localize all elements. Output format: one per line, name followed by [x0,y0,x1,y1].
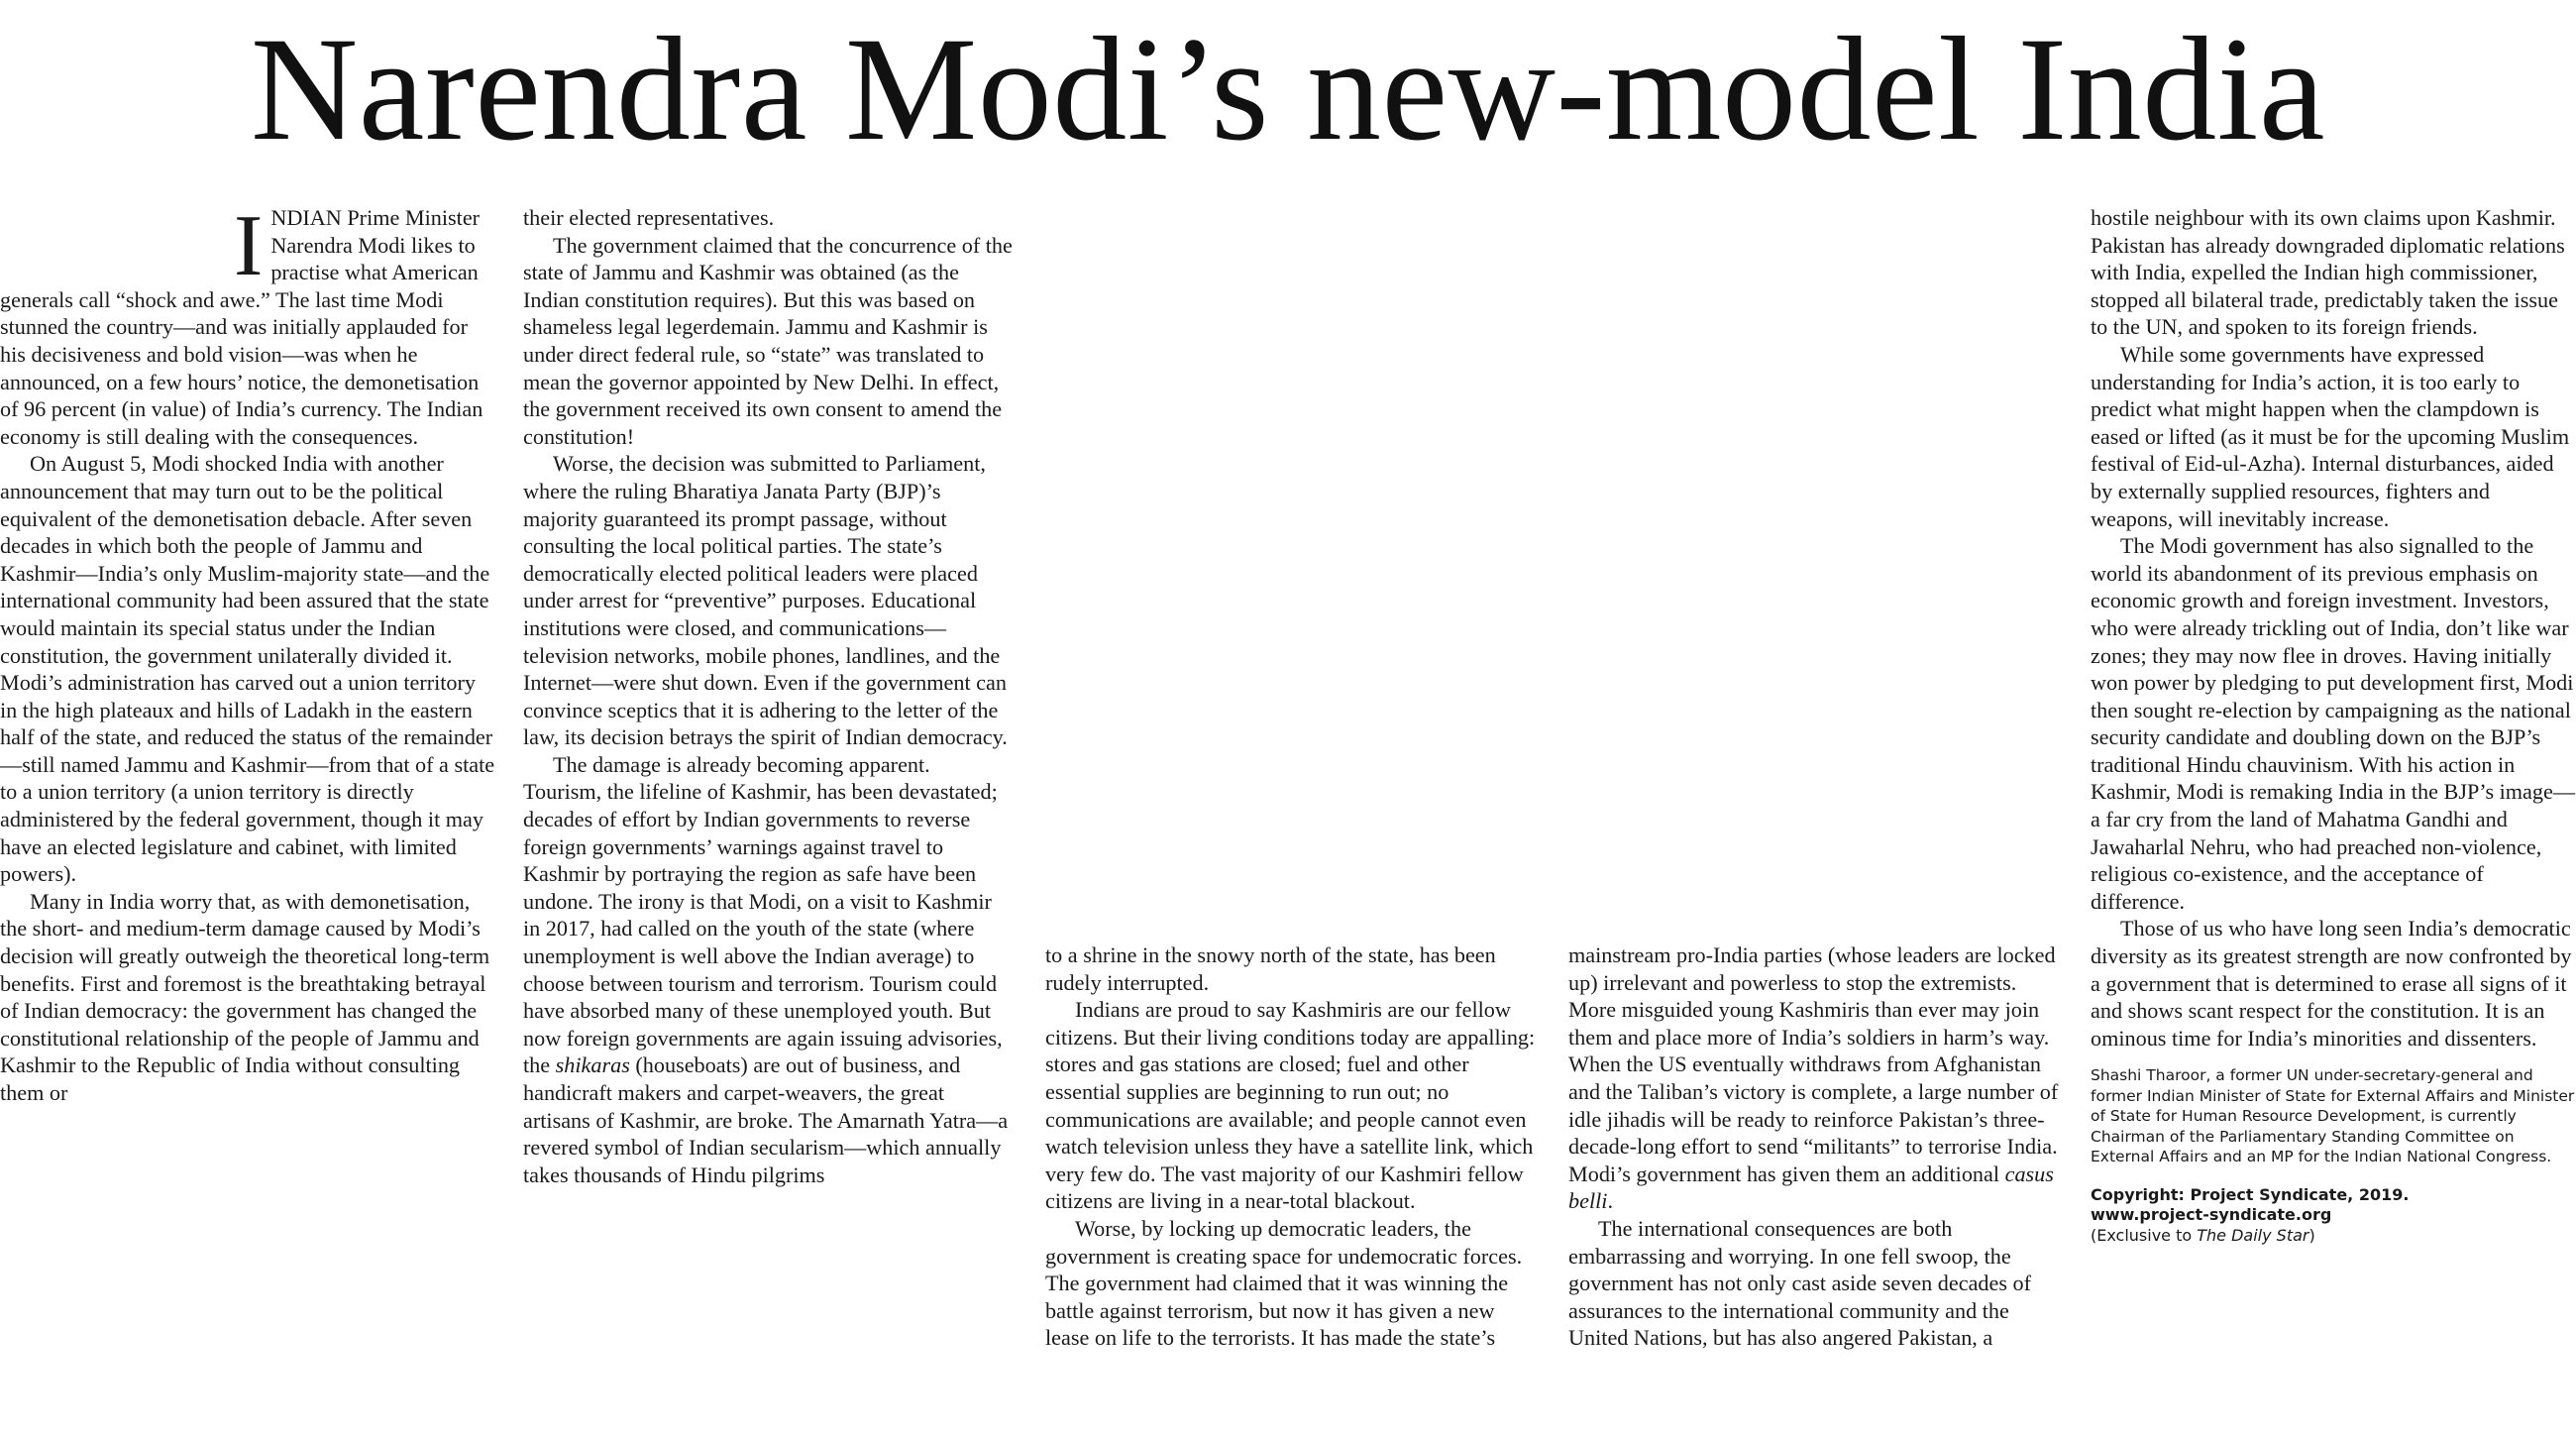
text-run: (houseboats) are out of business, and handicraft makers and carpet-weavers, the great artisans of Kashmir, are broke. The Amarnath Yatra—a revered symbol of Indian secularism—which annually takes thousands of Hindu pilgrims [523,1052,1009,1187]
paragraph: The international consequences are both embarrassing and worrying. In one fell swoop, the government has not only cast aside seven decades of assurances to the international community and the United Nations, but has also angered Pakistan, a [1568,1215,2032,1351]
opening-text: NDIAN Prime Minister Narendra Modi likes to practise what American generals call “shock and awe.” The last time Modi stunned the country—and was initially applauded for his decisiveness and bold vision—was when he announced, on a few hours’ notice, the demonetisation of 96 percent (in value) of India’s currency. The Indian economy is still dealing with the consequences. [0,205,483,449]
article-column-3 [1045,942,1541,1352]
author-bio: Shashi Tharoor, a former UN under-secretary-general and former Indian Minister of State for External Affairs and Minister of State for Human Resource Development, is currently Chairman of the Parliamentary Standing Committee on External Affairs and an MP for the Indian National Congress. [2091,1066,2575,1166]
article-column-4 [1568,942,2064,1352]
italic-term: shikaras [555,1052,630,1078]
italic-term: casus belli [1568,1161,2054,1214]
source-url: www.project-syndicate.org [2091,1205,2332,1225]
headline: Narendra Modi’s new-model India [250,7,2326,171]
article-column-2 [523,204,1014,1188]
copyright-block [2091,1185,2576,1247]
paragraph [523,751,1014,1189]
paragraph: On August 5, Modi shocked India with another announcement that may turn out to be the political equivalent of the demonetisation debacle. After seven decades in which both the people of Jammu and Kashmir—India’s only Muslim-majority state—and the international community had been assured that the state would maintain its special status under the Indian constitution, the government unilaterally divided it. Modi’s administration has carved out a union territory in the high plateaux and hills of Ladakh in the eastern half of the state, and reduced the status of the remainder—still named Jammu and Kashmir—from that of a state to a union territory (a union territory is directly administered by the federal government, though it may have an elected legislature and cabinet, with limited powers). [0,451,495,887]
image-placeholder-area [1045,204,2064,928]
paragraph: Worse, by locking up democratic leaders, the government is creating space for undemocratic forces. The government had claimed that it was winning the battle against terrorism, but now it has given a new lease on life to the terrorists. It has made the state’s [1045,1215,1523,1351]
paragraph: While some governments have expressed understanding for India’s action, it is too early to predict what might happen when the clampdown is eased or lifted (as it must be for the upcoming Muslim festival of Eid-ul-Azha). Internal disturbances, aided by externally supplied resources, fighters and weapons, will inevitably increase. [2091,341,2570,531]
text-run: . [1607,1188,1613,1214]
paragraph: hostile neighbour with its own claims upon Kashmir. Pakistan has already downgraded diplomatic relations with India, expelled the Indian high commissioner, stopped all bilateral trade, predictably taken the issue to the UN, and spoken to its foreign friends. [2091,205,2565,340]
exclusive-note: (Exclusive to The Daily Star) [2091,1225,2315,1245]
paragraph: Indians are proud to say Kashmiris are our fellow citizens. But their living conditions today are appalling: stores and gas stations are closed; fuel and other essential supplies are beginning to run out; no communications are available; and people cannot even watch television unless they have a satellite link, which very few do. The vast majority of our Kashmiri fellow citizens are living in a near-total blackout. [1045,997,1536,1214]
paragraph: Those of us who have long seen India’s democratic diversity as its greatest strength are now confronted by a government that is determined to erase all signs of it and shows scant respect for the constitution. It is an ominous time for India’s minorities and dissenters. [2091,916,2572,1051]
paragraph: Worse, the decision was submitted to Parliament, where the ruling Bharatiya Janata Party (BJP)’s majority guaranteed its prompt passage, without consulting the local political parties. The state’s democratically elected political leaders were placed under arrest for “preventive” purposes. Educational institutions were closed, and communications—television networks, mobile phones, landlines, and the Internet—were shut down. Even if the government can convince sceptics that it is adhering to the letter of the law, its decision betrays the spirit of Indian democracy. [523,451,1008,750]
paragraph: their elected representatives. [523,205,775,230]
text-run: mainstream pro-India parties (whose leaders are locked up) irrelevant and powerless to stop the extremists. More misguided young Kashmiris than ever may join them and place more of India’s soldiers in harm’s way. When the US eventually withdraws from Afghanistan and the Taliban’s victory is complete, a large number of idle jihadis will be ready to reinforce Pakistan’s three-decade-long effort to send “militants” to terrorise India. Modi’s government has given them an additional [1568,942,2059,1186]
copyright-line: Copyright: Project Syndicate, 2019. [2091,1184,2410,1204]
paragraph: to a shrine in the snowy north of the state, has been rudely interrupted. [1045,942,1496,995]
opening-paragraph [0,198,495,450]
paragraph: The Modi government has also signalled to the world its abandonment of its previous emphasis on economic growth and foreign investment. Investors, who were already trickling out of India, don’t like war zones; they may now flee in droves. Having initially won power by pledging to put development first, Modi then sought re-election by campaigning as the national security candidate and doubling down on the BJP’s traditional Hindu chauvinism. With his action in Kashmir, Modi is remaking India in the BJP’s image—a far cry from the land of Mahatma Gandhi and Jawaharlal Nehru, who had preached non-violence, religious co-existence, and the acceptance of difference. [2091,533,2576,914]
article-column-5 [2091,204,2576,1246]
paragraph [1568,942,2064,1215]
paragraph: The government claimed that the concurrence of the state of Jammu and Kashmir was obtained (as the Indian constitution requires). But this was based on shameless legal legerdemain. Jammu and Kashmir is under direct federal rule, so “state” was translated to mean the governor appointed by New Delhi. In effect, the government received its own consent to amend the constitution! [523,232,1013,449]
article-column-1 [0,198,495,1107]
paragraph: Many in India worry that, as with demonetisation, the short- and medium-term damage caused by Modi’s decision will greatly outweigh the theoretical long-term benefits. First and foremost is the breathtaking betrayal of Indian democracy: the government has changed the constitutional relationship of the people of Jammu and Kashmir to the Republic of India without consulting them or [0,888,490,1105]
drop-cap: I [234,198,264,294]
text-run: The damage is already becoming apparent. Tourism, the lifeline of Kashmir, has been devastated; decades of effort by Indian governments to reverse foreign governments’ warnings against travel to Kashmir by portraying the region as safe have been undone. The irony is that Modi, on a visit to Kashmir in 2017, had called on the youth of the state (where unemployment is well above the Indian average) to choose between tourism and terrorism. Tourism could have absorbed many of these unemployed youth. But now foreign governments are again issuing advisories, the [523,751,1003,1078]
